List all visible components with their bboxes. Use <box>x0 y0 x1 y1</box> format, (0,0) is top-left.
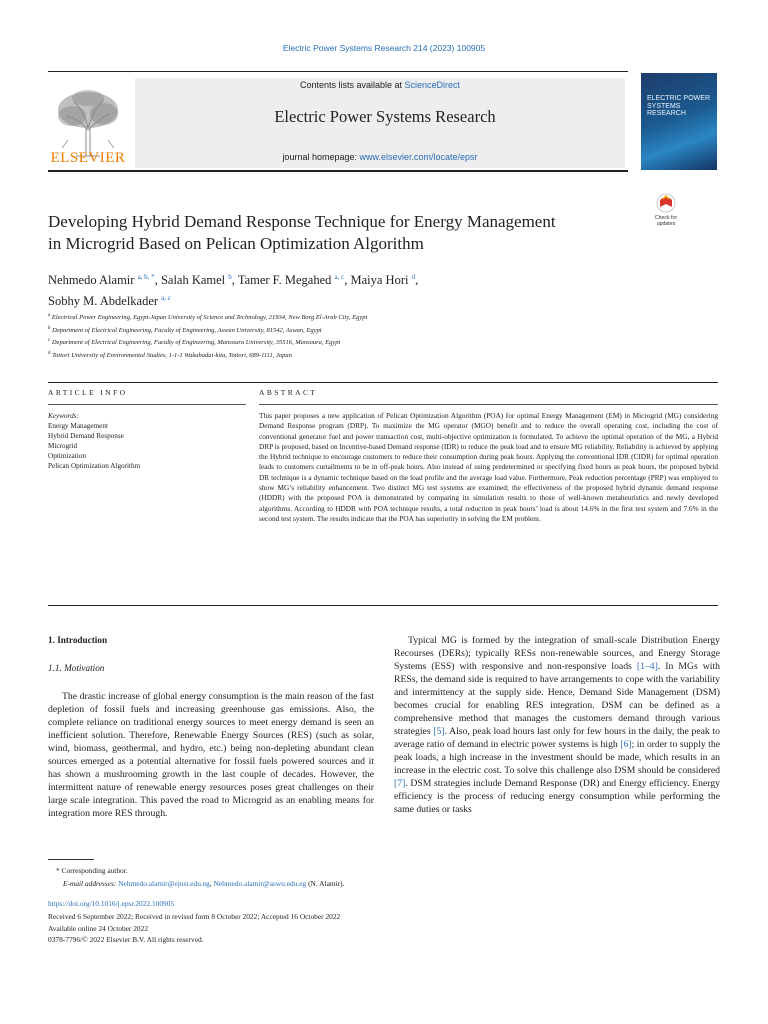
abstract-rule <box>259 404 718 405</box>
citation-link[interactable]: [5] <box>433 726 445 737</box>
affiliation-list <box>48 311 648 362</box>
journal-homepage <box>135 152 625 162</box>
section-heading: 1. Introduction <box>48 635 108 645</box>
footnote-rule <box>48 859 94 860</box>
abstract-text: This paper proposes a new application of Pelican Optimization Algorithm (POA) for optimal Energy Management (EM) in Microgrid (MG) considering Demand Response program (DRP). To maximize the MG operator (MGO) benefit and to reduce the overall operating cost, including the cost of conventional generator fuel and power transaction cost, multi-objective optimization is formulated. To achieve the optimal operation of the MG, a Hybrid DRP is proposed, based on Incentive-based Demand response (IDR) to reduce the peak load and to ensure MG reliability. Reliability is achieved by applying the Hybrid technique to encourage customers to reduce their consumption during peak hours. Applying the conventional IDR (CIDR) for optimal operation leads to customers curtailments to be in off-peak hours. Also instead of using predetermined or specifying fixed hours as peak hours, the proposed hybrid DR technique is a dynamic technique based on the load profile and the average load value. Furthermore, Peak reduction percentage (PRP) was employed to show MG’s reliability enhancement. Two distinct MG test systems are examined; the effectiveness of the proposed hybrid dynamic demand response (HDDR) with the proposed POA is demonstrated by comparing its simulation results to those of well-known metaheuristics and newly developed algorithms. According to HDDR with POA technique results, a total reduction in peak hours’ load is about 14.6% in the first test system and 7.6% in the second test system. The results indicate that the POA has superiority in solving the EM problem. <box>259 411 718 523</box>
keyword: Pelican Optimization Algorithm <box>48 461 141 470</box>
keywords-block <box>48 412 248 471</box>
doi-link[interactable]: https://doi.org/10.1016/j.epsr.2022.100905 <box>48 899 175 908</box>
body-left-column <box>48 634 374 820</box>
body-right-column <box>394 634 720 816</box>
affiliation: $^b$ Department of Electrical Engineering, Faculty of Engineering, Aswan University, 81542, Aswan, Egypt <box>48 325 322 334</box>
title-line-1: Developing Hybrid Demand Response Technique for Energy Management <box>48 212 556 231</box>
online-date: Available online 24 October 2022 <box>48 924 149 933</box>
affiliation: $^d$ Tottori University of Environmental Studies, 1-1-1 Wakabadai-kita, Tottori, 689-1111, Japan <box>48 350 292 360</box>
title-line-2: in Microgrid Based on Pelican Optimization Algorithm <box>48 234 424 253</box>
email-link[interactable]: Nehmedo.alamir@ejust.edu.eg <box>118 879 210 888</box>
contents-availability <box>135 80 625 90</box>
body-text: Typical MG is formed by the integration of small-scale Distribution Energy Recourses (DERs); typically RESs non-renewable sources, and Energy Storage Systems (ESS) with responsive and non-responsive loads <box>394 635 720 672</box>
keyword: Hybrid Demand Response <box>48 431 124 440</box>
article-info-rule <box>48 404 246 405</box>
received-dates: Received 6 September 2022; Received in revised form 8 October 2022; Accepted 16 October 2022 <box>48 912 341 921</box>
author[interactable]: Salah Kamel $^b$ <box>160 273 232 288</box>
header-top-rule <box>48 71 628 72</box>
keyword: Optimization <box>48 451 86 460</box>
keyword: Energy Management <box>48 421 108 430</box>
author[interactable]: Tamer F. Megahed $^{a, c}$ <box>237 273 345 288</box>
body-text: . In MGs with RESs, the demand side is required to have arrangements to cope with the variability and intermittency at the supply side. Hence, Demand Side Management (DSM) becomes crucial for enabling RES integration. DSM can be defined as a comprehensive method that manages the customers demand through various strategies <box>394 661 720 737</box>
cover-title: ELECTRIC POWER SYSTEMS RESEARCH <box>647 95 711 117</box>
affiliation: $^a$ Electrical Power Engineering, Egypt-Japan University of Science and Technology, 21934, New Borg El-Arab City, Egypt <box>48 313 368 322</box>
keywords-label: Keywords: <box>48 412 79 420</box>
citation-link[interactable]: [1–4] <box>636 661 658 672</box>
journal-cover-image[interactable] <box>641 73 717 170</box>
author[interactable]: Sobhy M. Abdelkader $^{a, c}$ <box>48 294 171 309</box>
homepage-link[interactable]: www.elsevier.com/locate/epsr <box>359 152 478 162</box>
body-paragraph: The drastic increase of global energy consumption is the main reason of the fast depletion of fossil fuels and increasing greenhouse gas emissions. Also, the complete reliance on traditional energy sources to meet energy demand is seen an inefficient solution. Therefore, Renewable Energy Sources (RES) (such as solar, wind, biomass, geothermal, and hydro, etc.) being non-depleting abundant clean sources emerged as a potential alternative for fossil fuels powered sources and it has shown a mushrooming growth in the last couple of decades. However, the intermittent nature of renewable energy resources poses great challenges on their large scale integration. This paved the road to Microgrid as an enabling means for integration more RES through. <box>48 691 374 819</box>
copyright-line: 0378-7796/© 2022 Elsevier B.V. All rights reserved. <box>48 935 204 944</box>
elsevier-wordmark: ELSEVIER <box>50 150 126 166</box>
affiliation: $^c$ Department of Electrical Engineering, Faculty of Engineering, Mansoura University, 35516, Mansoura, Egypt <box>48 338 341 347</box>
body-text: ; in order to supply the peak loads, a high increase in the investment should be made, which results in an increase in the electric cost. To solve this challenge also DSM should be considered <box>394 739 721 776</box>
check-for-updates-icon[interactable] <box>646 192 686 228</box>
author[interactable]: Maiya Hori $^d$ <box>350 273 416 288</box>
body-text: . DSM strategies include Demand Response (DR) and Energy efficiency. Energy efficiency is the process of reducing energy consumption while performing the same duties or tasks <box>394 778 720 815</box>
svg-text:Check for: Check for <box>654 215 678 221</box>
paper-title <box>48 211 608 255</box>
author-list: Nehmedo Alamir $^{a, b, *}$, Salah Kamel $^b$, Tamer F. Megahed $^{a, c}$, Maiya Hori $^d$, Sobhy M. Abdelkader $^{a, c}$ <box>48 273 419 309</box>
homepage-prefix: journal homepage: <box>282 152 360 162</box>
body-paragraph <box>394 634 720 816</box>
email-link[interactable]: Nehmedo.alamir@aswu.edu.eg <box>213 879 307 888</box>
journal-title: Electric Power Systems Research <box>274 107 496 126</box>
svg-text:updates: updates <box>656 221 676 227</box>
sciencedirect-link[interactable]: ScienceDirect <box>404 80 461 90</box>
keyword: Microgrid <box>48 441 78 450</box>
contents-prefix: Contents lists available at <box>299 80 405 90</box>
abstract-heading: ABSTRACT <box>259 388 318 397</box>
author[interactable]: Nehmedo Alamir $^{a, b, *}$ <box>48 273 155 288</box>
corresponding-author-note: * Corresponding author. <box>56 866 128 875</box>
body-text: . Also, peak load hours last only for few hours in the daily, the peak to average ratio of demand in electric power systems is high <box>394 726 720 750</box>
email-label: E-mail addresses: <box>63 879 117 888</box>
email-footnote: E-mail addresses: Nehmedo.alamir@ejust.edu.eg, Nehmedo.alamir@aswu.edu.eg (N. Alamir). <box>63 879 345 888</box>
journal-citation-link[interactable]: Electric Power Systems Research 214 (2023) 100905 <box>282 43 486 53</box>
article-info-heading: ARTICLE INFO <box>48 388 128 397</box>
header-bottom-rule <box>48 170 628 172</box>
citation-link[interactable]: [7] <box>394 778 406 789</box>
section-rule <box>48 605 718 606</box>
citation-link[interactable]: [6] <box>620 739 632 750</box>
section-rule <box>48 382 718 383</box>
subsection-heading: 1.1. Motivation <box>48 663 105 673</box>
